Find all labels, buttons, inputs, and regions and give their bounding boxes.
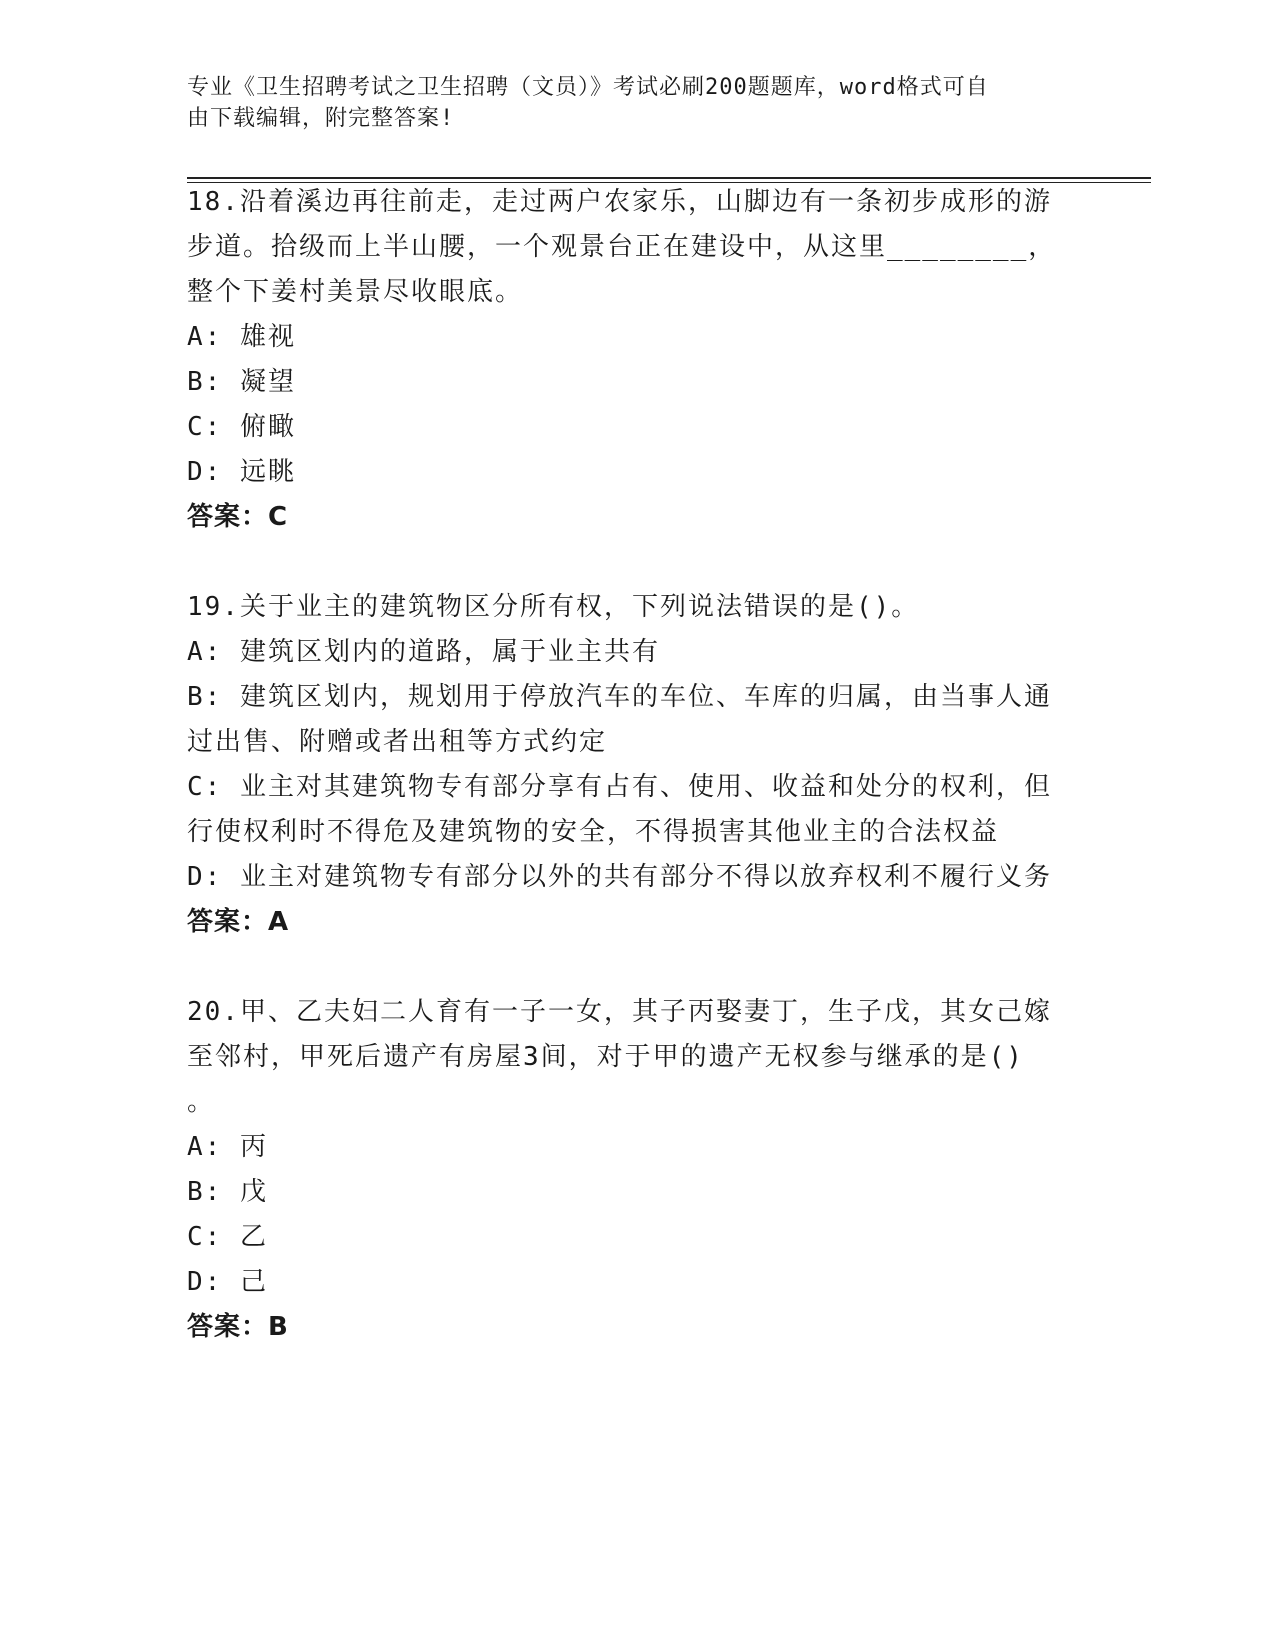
header-line-2: 由下载编辑，附完整答案! [187,106,455,131]
option-d: D: 己 [187,1267,268,1297]
option-a: A: 丙 [187,1132,268,1162]
question-19 [187,585,1087,945]
question-text-line: 步道。拾级而上半山腰，一个观景台正在建设中，从这里________， [187,232,1057,262]
option-c-continued: 行使权利时不得危及建筑物的安全，不得损害其他业主的合法权益 [187,817,1000,847]
option-c: C: 俯瞰 [187,412,296,442]
option-d: D: 远眺 [187,457,296,487]
question-text-line: 。 [187,1087,216,1117]
option-a: A: 建筑区划内的道路，属于业主共有 [187,637,660,667]
question-text-line: 整个下姜村美景尽收眼底。 [187,277,524,307]
question-20 [187,990,1087,1350]
answer-label: 答案：B [187,1312,289,1342]
question-text-line: 20.甲、乙夫妇二人育有一子一女，其子丙娶妻丁，生子戊，其女己嫁 [187,997,1052,1027]
option-b-continued: 过出售、附赠或者出租等方式约定 [187,727,608,757]
document-header [187,72,1067,134]
question-text-line: 至邻村，甲死后遗产有房屋3间，对于甲的遗产无权参与继承的是() [187,1042,1024,1072]
option-b: B: 凝望 [187,367,296,397]
question-text-line: 18.沿着溪边再往前走，走过两户农家乐，山脚边有一条初步成形的游 [187,187,1052,217]
option-c: C: 乙 [187,1222,268,1252]
option-c: C: 业主对其建筑物专有部分享有占有、使用、收益和处分的权利，但 [187,772,1052,802]
answer-label: 答案：A [187,907,290,937]
header-divider-thick [187,177,1151,179]
question-18 [187,180,1087,540]
option-a: A: 雄视 [187,322,296,352]
answer-label: 答案：C [187,502,289,532]
header-line-1: 专业《卫生招聘考试之卫生招聘（文员）》考试必刷200题题库，word格式可自 [187,75,989,100]
option-b: B: 戊 [187,1177,268,1207]
option-d: D: 业主对建筑物专有部分以外的共有部分不得以放弃权利不履行义务 [187,862,1052,892]
question-text-line: 19.关于业主的建筑物区分所有权，下列说法错误的是()。 [187,592,920,622]
option-b: B: 建筑区划内，规划用于停放汽车的车位、车库的归属，由当事人通 [187,682,1052,712]
